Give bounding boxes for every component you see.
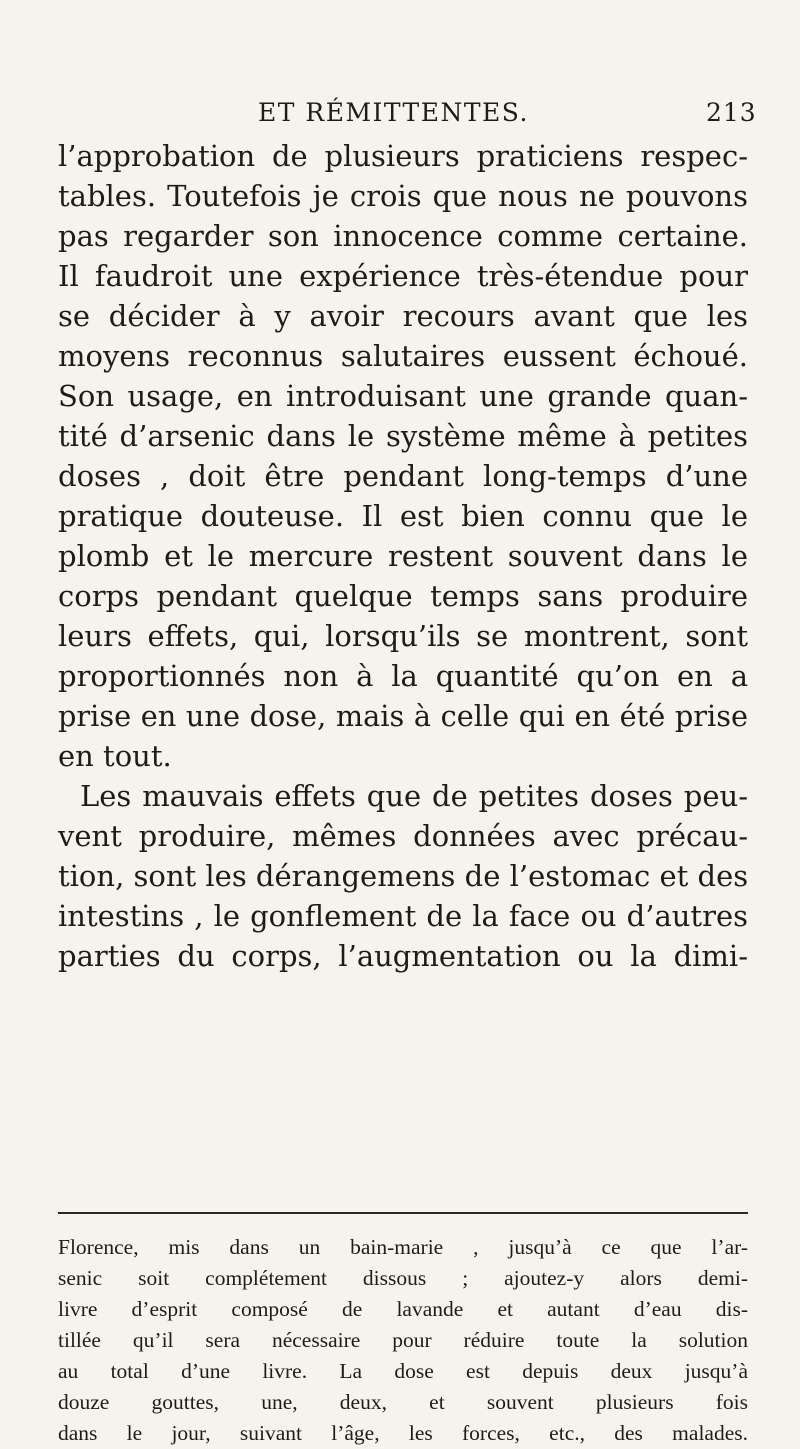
footnote-line: tillée qu’il sera nécessaire pour réduire toute la solution xyxy=(58,1328,748,1352)
body-line-paragraph-end: en tout. xyxy=(58,739,172,773)
body-text xyxy=(58,136,748,976)
body-line: tité d’arsenic dans le système même à petites xyxy=(58,419,748,453)
footnote-line: Florence, mis dans un bain-marie , jusqu’à ce que l’ar- xyxy=(58,1235,748,1259)
body-line: Son usage, en introduisant une grande quan- xyxy=(58,379,748,413)
footnote-line: douze gouttes, une, deux, et souvent plusieurs fois xyxy=(58,1390,748,1414)
running-head-title: ET RÉMITTENTES. xyxy=(258,98,529,127)
body-line: l’approbation de plusieurs praticiens respec- xyxy=(58,139,748,173)
body-line: Il faudroit une expérience très-étendue pour xyxy=(58,259,748,293)
body-line: leurs effets, qui, lorsqu’ils se montrent, sont xyxy=(58,619,748,653)
body-line: pratique douteuse. Il est bien connu que le xyxy=(58,499,748,533)
footnote-divider xyxy=(58,1212,748,1214)
body-line: se décider à y avoir recours avant que les xyxy=(58,299,748,333)
footnote-line: livre d’esprit composé de lavande et autant d’eau dis- xyxy=(58,1297,748,1321)
body-line: vent produire, mêmes données avec précau- xyxy=(58,819,748,853)
running-head xyxy=(0,98,800,138)
body-line: prise en une dose, mais à celle qui en été prise xyxy=(58,699,748,733)
footnote-line: au total d’une livre. La dose est depuis deux jusqu’à xyxy=(58,1359,748,1383)
page-number: 213 xyxy=(706,98,757,127)
footnote-line: dans le jour, suivant l’âge, les forces, etc., des malades. xyxy=(58,1421,748,1445)
body-line: doses , doit être pendant long-temps d’une xyxy=(58,459,748,493)
body-line-paragraph-start: Les mauvais effets que de petites doses peu- xyxy=(80,779,748,813)
footnote-line: senic soit complétement dissous ; ajoutez-y alors demi- xyxy=(58,1266,748,1290)
body-line: intestins , le gonflement de la face ou d’autres xyxy=(58,899,748,933)
body-line: parties du corps, l’augmentation ou la dimi- xyxy=(58,939,748,973)
body-line: corps pendant quelque temps sans produire xyxy=(58,579,748,613)
body-line: tables. Toutefois je crois que nous ne pouvons xyxy=(58,179,748,213)
body-line: proportionnés non à la quantité qu’on en a xyxy=(58,659,748,693)
body-line: tion, sont les dérangemens de l’estomac et des xyxy=(58,859,749,893)
body-line: plomb et le mercure restent souvent dans le xyxy=(58,539,748,573)
body-line: moyens reconnus salutaires eussent échoué. xyxy=(58,339,748,373)
footnote xyxy=(58,1232,748,1449)
body-line: pas regarder son innocence comme certaine. xyxy=(58,219,748,253)
